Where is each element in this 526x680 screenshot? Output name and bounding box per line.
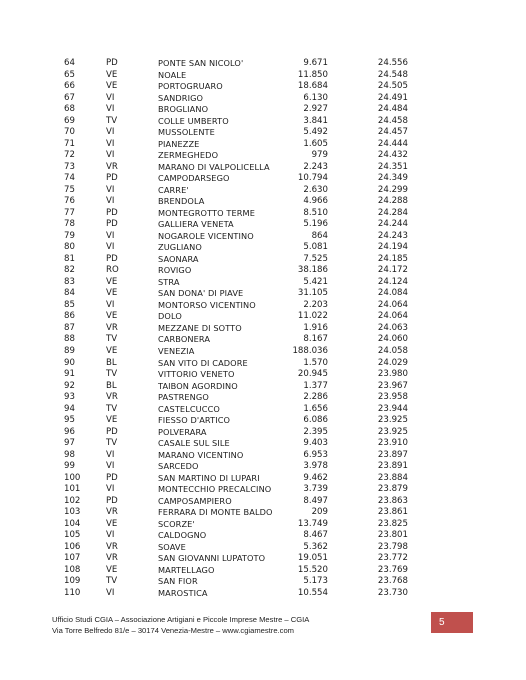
row-province: PD [106,58,118,68]
row-municipality: ROVIGO [158,265,192,276]
row-rank: 87 [64,322,75,333]
row-income: 23.897 [377,449,408,460]
row-rank: 104 [64,518,81,529]
row-municipality: MUSSOLENTE [158,127,215,138]
row-municipality: MEZZANE DI SOTTO [158,322,242,333]
row-rank: 64 [64,58,75,68]
table-row [0,427,526,439]
row-province: VI [106,587,115,598]
row-income: 23.861 [377,507,408,518]
row-province: VI [106,150,115,161]
row-rank: 75 [64,184,75,195]
row-municipality: STRA [158,276,180,287]
row-income: 23.910 [377,438,408,449]
row-province: VR [106,392,118,403]
row-income: 24.505 [377,81,408,92]
row-income: 24.299 [377,184,408,195]
row-income: 24.029 [377,357,408,368]
row-province: VE [106,288,118,299]
row-income: 24.351 [377,161,408,172]
row-income: 24.243 [377,230,408,241]
row-province: PD [106,253,118,264]
page-number: 5 [431,612,473,633]
row-rank: 107 [64,553,81,564]
table-row [0,231,526,243]
row-income: 24.484 [377,104,408,115]
row-income: 24.064 [377,299,408,310]
table-row [0,70,526,82]
table-row [0,507,526,519]
row-rank: 85 [64,299,75,310]
row-rank: 102 [64,495,81,506]
row-rank: 99 [64,461,75,472]
row-municipality: SAONARA [158,253,199,264]
row-population: 209 [311,507,328,518]
row-population: 20.945 [297,369,328,380]
row-municipality: MONTEGROTTO TERME [158,207,255,218]
row-income: 23.730 [377,587,408,598]
row-population: 9.462 [303,472,328,483]
row-population: 188.036 [292,346,328,356]
row-municipality: MONTECCHIO PRECALCINO [158,484,272,495]
row-province: VR [106,541,118,552]
row-population: 7.525 [303,253,328,264]
table-row [0,415,526,427]
row-municipality: PIANEZZE [158,138,200,149]
row-rank: 83 [64,276,75,287]
row-province: PD [106,173,118,184]
row-income: 23.801 [377,530,408,541]
row-population: 10.794 [297,173,328,184]
table-row [0,116,526,128]
row-rank: 81 [64,253,75,264]
row-municipality: CASTELCUCCO [158,403,220,414]
row-municipality: POLVERARA [158,426,207,437]
row-province: PD [106,426,118,437]
row-rank: 74 [64,173,75,184]
row-municipality: CASALE SUL SILE [158,438,230,449]
row-rank: 91 [64,369,75,380]
row-municipality: ZERMEGHEDO [158,150,219,161]
row-rank: 101 [64,484,81,495]
row-income: 23.925 [377,426,408,437]
row-population: 5.081 [303,242,328,253]
row-rank: 98 [64,449,75,460]
row-municipality: CARBONERA [158,334,211,345]
row-rank: 95 [64,415,75,426]
table-row [0,565,526,577]
row-population: 2.630 [303,184,328,195]
table-row [0,519,526,531]
row-province: VI [106,449,115,460]
row-municipality: CARRE' [158,184,189,195]
row-income: 23.958 [377,392,408,403]
row-population: 13.749 [297,518,328,529]
row-population: 11.022 [297,311,328,322]
table-row [0,358,526,370]
row-population: 2.395 [303,426,328,437]
row-rank: 76 [64,196,75,207]
row-rank: 106 [64,541,81,552]
row-population: 3.739 [303,484,328,495]
row-income: 24.432 [377,150,408,161]
row-population: 2.286 [303,392,328,403]
row-municipality: CAMPOSAMPIERO [158,495,232,506]
row-income: 23.769 [377,564,408,575]
row-income: 23.879 [377,484,408,495]
row-population: 18.684 [297,81,328,92]
row-rank: 109 [64,576,81,587]
table-row [0,288,526,300]
row-income: 23.768 [377,576,408,587]
row-rank: 103 [64,507,81,518]
table-row [0,265,526,277]
row-province: VE [106,346,118,356]
table-row [0,81,526,93]
row-municipality: NOGAROLE VICENTINO [158,230,254,241]
row-municipality: VENEZIA [158,346,195,356]
row-province: VI [106,92,115,103]
table-row [0,588,526,600]
row-municipality: FERRARA DI MONTE BALDO [158,507,273,518]
row-municipality: SAN GIOVANNI LUPATOTO [158,553,266,564]
row-income: 23.772 [377,553,408,564]
row-municipality: SAN FIOR [158,576,198,587]
row-income: 24.556 [377,58,408,68]
row-income: 23.891 [377,461,408,472]
row-population: 8.510 [303,207,328,218]
table-row [0,254,526,266]
row-population: 38.186 [297,265,328,276]
row-income: 24.063 [377,322,408,333]
table-row [0,277,526,289]
row-province: VI [106,461,115,472]
row-province: BL [106,380,117,391]
row-income: 24.060 [377,334,408,345]
table-row [0,530,526,542]
row-province: VI [106,104,115,115]
row-province: TV [106,334,118,345]
row-province: TV [106,403,118,414]
row-population: 5.173 [303,576,328,587]
row-rank: 77 [64,207,75,218]
row-population: 6.130 [303,92,328,103]
row-rank: 84 [64,288,75,299]
row-province: VE [106,276,118,287]
row-province: VI [106,530,115,541]
table-row [0,369,526,381]
row-municipality: MARTELLAGO [158,564,215,575]
row-income: 23.825 [377,518,408,529]
table-row [0,162,526,174]
row-income: 24.288 [377,196,408,207]
row-income: 24.124 [377,276,408,287]
row-rank: 82 [64,265,75,276]
row-income: 24.444 [377,138,408,149]
row-province: VE [106,564,118,575]
table-row [0,381,526,393]
row-population: 5.362 [303,541,328,552]
row-population: 3.978 [303,461,328,472]
table-row [0,127,526,139]
table-row [0,150,526,162]
row-rank: 108 [64,564,81,575]
row-income: 23.925 [377,415,408,426]
row-province: VE [106,311,118,322]
row-income: 23.967 [377,380,408,391]
table-row [0,208,526,220]
row-population: 31.105 [297,288,328,299]
row-municipality: BRENDOLA [158,196,205,207]
row-population: 5.421 [303,276,328,287]
row-municipality: DOLO [158,311,182,322]
row-rank: 92 [64,380,75,391]
row-rank: 73 [64,161,75,172]
table-row [0,139,526,151]
row-province: VR [106,507,118,518]
row-rank: 86 [64,311,75,322]
row-population: 864 [311,230,328,241]
row-municipality: MONTORSO VICENTINO [158,299,256,310]
row-population: 2.243 [303,161,328,172]
row-rank: 66 [64,81,75,92]
row-province: VE [106,415,118,426]
row-municipality: SAN DONA' DI PIAVE [158,288,244,299]
footer-line-1: Ufficio Studi CGIA – Associazione Artigiani e Piccole Imprese Mestre – CGIA [52,615,310,624]
row-rank: 69 [64,115,75,126]
row-province: VE [106,81,118,92]
row-income: 24.349 [377,173,408,184]
row-province: VR [106,322,118,333]
row-population: 6.953 [303,449,328,460]
row-population: 11.850 [297,69,328,80]
row-income: 24.185 [377,253,408,264]
row-population: 10.554 [297,587,328,598]
table-row [0,93,526,105]
footer-line-2: Via Torre Belfredo 81/e – 30174 Venezia-Mestre – www.cgiamestre.com [52,626,295,635]
row-municipality: PONTE SAN NICOLO' [158,58,244,68]
row-province: VE [106,69,118,80]
table-row [0,346,526,358]
row-province: VI [106,127,115,138]
row-municipality: SAN VITO DI CADORE [158,357,248,368]
table-row [0,496,526,508]
row-population: 1.916 [303,322,328,333]
row-rank: 88 [64,334,75,345]
row-income: 24.084 [377,288,408,299]
row-municipality: SANDRIGO [158,92,204,103]
table-row [0,58,526,70]
row-rank: 105 [64,530,81,541]
table-row [0,196,526,208]
row-income: 23.944 [377,403,408,414]
row-province: VR [106,161,118,172]
row-province: VI [106,184,115,195]
row-municipality: MARANO DI VALPOLICELLA [158,161,270,172]
table-row [0,185,526,197]
row-rank: 97 [64,438,75,449]
row-population: 3.841 [303,115,328,126]
row-population: 9.671 [303,58,328,68]
row-province: VE [106,518,118,529]
table-row [0,542,526,554]
row-rank: 78 [64,219,75,230]
row-population: 5.196 [303,219,328,230]
row-province: VI [106,138,115,149]
row-municipality: FIESSO D'ARTICO [158,415,231,426]
row-municipality: SAN MARTINO DI LUPARI [158,472,260,483]
row-province: BL [106,357,117,368]
row-income: 23.863 [377,495,408,506]
row-population: 1.570 [303,357,328,368]
row-income: 24.194 [377,242,408,253]
row-rank: 96 [64,426,75,437]
row-rank: 68 [64,104,75,115]
row-population: 1.377 [303,380,328,391]
row-municipality: PASTRENGO [158,392,209,403]
row-income: 24.172 [377,265,408,276]
row-municipality: SOAVE [158,541,186,552]
row-population: 6.086 [303,415,328,426]
row-income: 24.244 [377,219,408,230]
row-province: VR [106,553,118,564]
row-municipality: NOALE [158,69,187,80]
row-income: 24.491 [377,92,408,103]
table-row [0,334,526,346]
row-income: 24.284 [377,207,408,218]
row-province: PD [106,472,118,483]
row-rank: 80 [64,242,75,253]
row-province: PD [106,495,118,506]
row-rank: 110 [64,587,81,598]
row-municipality: SCORZE' [158,518,195,529]
row-income: 23.884 [377,472,408,483]
table-row [0,473,526,485]
row-income: 23.798 [377,541,408,552]
row-population: 8.167 [303,334,328,345]
row-municipality: TAIBON AGORDINO [158,380,238,391]
row-municipality: CALDOGNO [158,530,207,541]
row-rank: 70 [64,127,75,138]
footer [52,614,432,636]
row-municipality: MAROSTICA [158,587,208,598]
row-rank: 93 [64,392,75,403]
row-income: 24.548 [377,69,408,80]
row-income: 24.458 [377,115,408,126]
row-population: 2.927 [303,104,328,115]
row-municipality: VITTORIO VENETO [158,369,235,380]
row-rank: 100 [64,472,81,483]
row-municipality: BROGLIANO [158,104,209,115]
table-row [0,461,526,473]
row-income: 23.980 [377,369,408,380]
row-province: PD [106,219,118,230]
row-municipality: PORTOGRUARO [158,81,223,92]
row-population: 1.656 [303,403,328,414]
table-row [0,323,526,335]
row-municipality: MARANO VICENTINO [158,449,244,460]
row-population: 979 [311,150,328,161]
table-row [0,576,526,588]
table-row [0,404,526,416]
row-province: RO [106,265,119,276]
row-rank: 65 [64,69,75,80]
row-population: 2.203 [303,299,328,310]
table-row [0,484,526,496]
row-municipality: COLLE UMBERTO [158,115,229,126]
row-rank: 72 [64,150,75,161]
table-row [0,242,526,254]
row-rank: 79 [64,230,75,241]
row-population: 15.520 [297,564,328,575]
row-population: 8.497 [303,495,328,506]
row-province: PD [106,207,118,218]
row-municipality: SARCEDO [158,461,199,472]
row-population: 4.966 [303,196,328,207]
table-row [0,450,526,462]
row-rank: 71 [64,138,75,149]
row-rank: 67 [64,92,75,103]
row-province: TV [106,369,118,380]
row-income: 24.064 [377,311,408,322]
row-municipality: CAMPODARSEGO [158,173,230,184]
row-population: 5.492 [303,127,328,138]
row-province: TV [106,576,118,587]
row-province: TV [106,438,118,449]
row-province: VI [106,484,115,495]
row-province: TV [106,115,118,126]
table-row [0,438,526,450]
row-rank: 89 [64,346,75,356]
row-province: VI [106,230,115,241]
row-province: VI [106,196,115,207]
row-rank: 90 [64,357,75,368]
row-population: 8.467 [303,530,328,541]
table-row [0,392,526,404]
row-municipality: ZUGLIANO [158,242,202,253]
row-population: 19.051 [297,553,328,564]
row-population: 1.605 [303,138,328,149]
table-row [0,300,526,312]
row-province: VI [106,299,115,310]
row-province: VI [106,242,115,253]
row-population: 9.403 [303,438,328,449]
row-income: 24.058 [377,346,408,356]
table-row [0,173,526,185]
table-row [0,104,526,116]
row-income: 24.457 [377,127,408,138]
table-row [0,311,526,323]
table-row [0,219,526,231]
table-row [0,553,526,565]
row-municipality: GALLIERA VENETA [158,219,234,230]
row-rank: 94 [64,403,75,414]
